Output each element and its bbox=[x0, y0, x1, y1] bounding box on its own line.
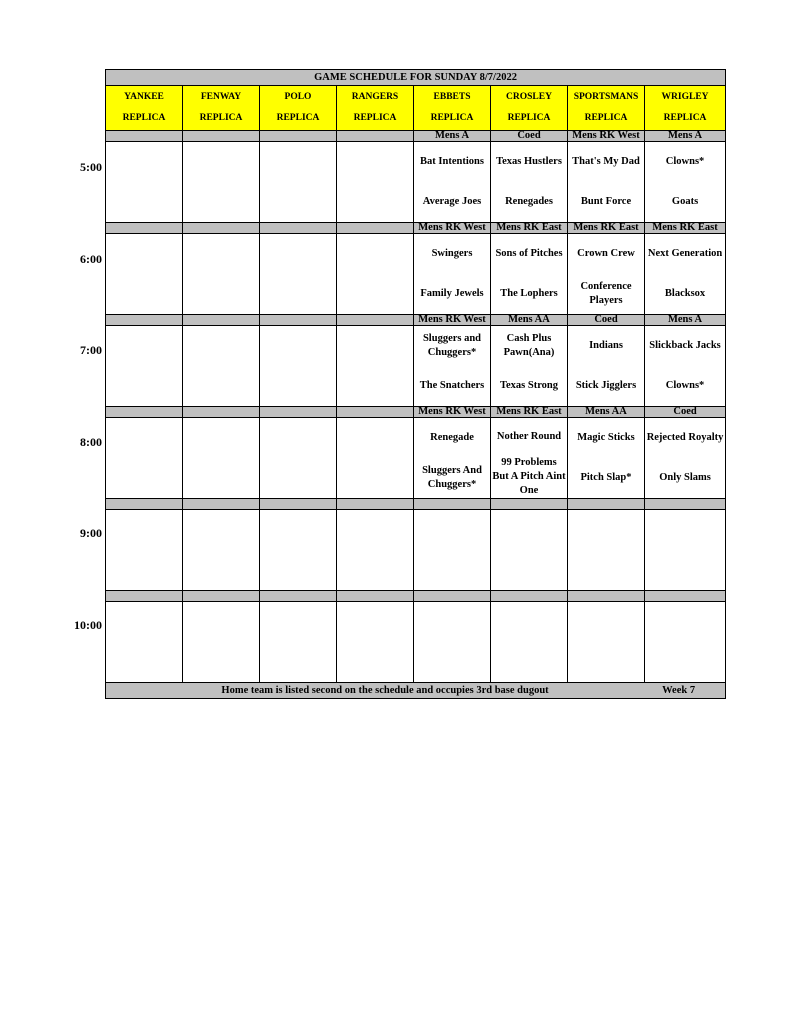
footer-note: Home team is listed second on the schedule and occupies 3rd base dugout bbox=[221, 685, 549, 696]
home-team: Sluggers And Chuggers* bbox=[422, 465, 482, 490]
game-cell bbox=[183, 326, 260, 407]
division-label bbox=[260, 315, 337, 326]
game-cell bbox=[568, 602, 645, 683]
field-header-yankee bbox=[106, 86, 183, 131]
game-cell bbox=[260, 510, 337, 591]
field-name: SPORTSMANS bbox=[573, 92, 639, 102]
matchup bbox=[260, 142, 336, 222]
game-cell bbox=[106, 326, 183, 407]
matchup bbox=[106, 418, 182, 498]
game-cell bbox=[183, 602, 260, 683]
matchup bbox=[260, 510, 336, 590]
division-label bbox=[183, 315, 260, 326]
time-label: 9:00 bbox=[80, 526, 102, 540]
game-cell bbox=[414, 602, 491, 683]
field-header-rangers bbox=[337, 86, 414, 131]
matchup bbox=[491, 142, 567, 222]
division-label bbox=[260, 407, 337, 418]
division-label: Mens RK West bbox=[568, 131, 645, 142]
away-team: Sluggers and Chuggers* bbox=[422, 333, 482, 358]
time-slot-row bbox=[106, 234, 726, 315]
division-label bbox=[568, 591, 645, 602]
division-label: Mens RK West bbox=[414, 315, 491, 326]
matchup bbox=[645, 418, 725, 498]
matchup bbox=[337, 510, 413, 590]
away-team: Nother Round bbox=[496, 431, 562, 442]
time-label: 5:00 bbox=[80, 160, 102, 174]
division-label bbox=[106, 407, 183, 418]
game-cell bbox=[568, 418, 645, 499]
field-subtitle: REPLICA bbox=[507, 113, 551, 123]
matchup bbox=[106, 602, 182, 682]
field-header-sportsmans bbox=[568, 86, 645, 131]
home-team: Pitch Slap* bbox=[580, 472, 632, 483]
matchup bbox=[491, 326, 567, 406]
matchup bbox=[337, 418, 413, 498]
time-label: 6:00 bbox=[80, 251, 102, 266]
division-label: Coed bbox=[568, 315, 645, 326]
game-cell bbox=[183, 418, 260, 499]
game-cell bbox=[337, 418, 414, 499]
away-team: Next Generation bbox=[647, 248, 723, 259]
matchup bbox=[337, 234, 413, 314]
division-row bbox=[106, 315, 726, 326]
game-cell bbox=[491, 326, 568, 407]
matchup bbox=[568, 326, 644, 406]
matchup bbox=[491, 602, 567, 682]
division-label: Mens RK East bbox=[645, 223, 726, 234]
division-label bbox=[260, 591, 337, 602]
matchup bbox=[106, 510, 182, 590]
matchup bbox=[337, 602, 413, 682]
game-cell bbox=[645, 418, 726, 499]
game-cell bbox=[414, 510, 491, 591]
home-team: 99 Problems But A Pitch Aint One bbox=[492, 457, 566, 496]
away-team: Clowns* bbox=[665, 156, 705, 167]
home-team: Texas Strong bbox=[499, 380, 559, 391]
matchup bbox=[491, 510, 567, 590]
game-cell bbox=[260, 602, 337, 683]
division-label bbox=[260, 223, 337, 234]
division-label bbox=[260, 499, 337, 510]
matchup bbox=[260, 234, 336, 314]
field-header-fenway bbox=[183, 86, 260, 131]
time-slot-row bbox=[106, 326, 726, 407]
field-subtitle: REPLICA bbox=[122, 113, 166, 123]
division-label bbox=[491, 591, 568, 602]
division-label bbox=[337, 223, 414, 234]
matchup bbox=[414, 602, 490, 682]
away-team: Texas Hustlers bbox=[496, 156, 562, 167]
division-label bbox=[106, 131, 183, 142]
matchup bbox=[414, 510, 490, 590]
division-label bbox=[183, 499, 260, 510]
matchup bbox=[568, 234, 644, 314]
game-cell bbox=[568, 326, 645, 407]
field-header-row bbox=[106, 86, 726, 131]
game-cell bbox=[568, 510, 645, 591]
division-label: Mens RK East bbox=[568, 223, 645, 234]
division-label bbox=[414, 499, 491, 510]
matchup bbox=[414, 326, 490, 406]
matchup bbox=[183, 602, 259, 682]
game-cell bbox=[337, 142, 414, 223]
home-team: Family Jewels bbox=[420, 288, 484, 299]
field-name: WRIGLEY bbox=[661, 92, 709, 102]
matchup bbox=[260, 326, 336, 406]
division-label bbox=[645, 591, 726, 602]
field-name: FENWAY bbox=[200, 92, 242, 102]
footer-cell bbox=[106, 683, 726, 699]
division-label bbox=[183, 591, 260, 602]
page-title: GAME SCHEDULE FOR SUNDAY 8/7/2022 bbox=[106, 70, 726, 86]
home-team: Goats bbox=[671, 196, 699, 207]
matchup bbox=[183, 510, 259, 590]
game-cell bbox=[414, 142, 491, 223]
matchup bbox=[106, 326, 182, 406]
field-header-ebbets bbox=[414, 86, 491, 131]
division-row bbox=[106, 591, 726, 602]
field-name: YANKEE bbox=[124, 92, 164, 102]
game-cell bbox=[568, 234, 645, 315]
field-subtitle: REPLICA bbox=[430, 113, 474, 123]
division-label: Mens RK West bbox=[414, 407, 491, 418]
game-cell bbox=[337, 602, 414, 683]
field-subtitle: REPLICA bbox=[584, 113, 628, 123]
game-cell bbox=[414, 418, 491, 499]
game-cell bbox=[645, 234, 726, 315]
division-label bbox=[337, 499, 414, 510]
home-team: Clowns* bbox=[665, 380, 705, 391]
division-row bbox=[106, 407, 726, 418]
game-cell bbox=[414, 234, 491, 315]
game-cell bbox=[645, 142, 726, 223]
division-row bbox=[106, 499, 726, 510]
division-label bbox=[337, 315, 414, 326]
matchup bbox=[645, 326, 725, 406]
matchup bbox=[414, 234, 490, 314]
division-label bbox=[106, 499, 183, 510]
division-label bbox=[106, 223, 183, 234]
division-label bbox=[645, 499, 726, 510]
game-cell bbox=[183, 142, 260, 223]
home-team: The Lophers bbox=[500, 288, 558, 299]
home-team: Stick Jigglers bbox=[575, 380, 637, 391]
away-team: Sons of Pitches bbox=[495, 248, 563, 259]
division-row bbox=[106, 131, 726, 142]
away-team: Renegade bbox=[430, 432, 474, 443]
away-team: Swingers bbox=[431, 248, 473, 259]
game-cell bbox=[491, 510, 568, 591]
division-label bbox=[183, 407, 260, 418]
game-cell bbox=[414, 326, 491, 407]
matchup bbox=[183, 142, 259, 222]
division-label bbox=[337, 131, 414, 142]
time-label: 10:00 bbox=[74, 617, 102, 632]
division-label bbox=[106, 315, 183, 326]
home-team: The Snatchers bbox=[419, 380, 485, 391]
division-label: Mens RK East bbox=[491, 407, 568, 418]
division-label: Coed bbox=[491, 131, 568, 142]
field-subtitle: REPLICA bbox=[353, 113, 397, 123]
division-label bbox=[183, 131, 260, 142]
matchup bbox=[568, 142, 644, 222]
away-team: Bat Intentions bbox=[420, 156, 484, 167]
time-slot-row bbox=[106, 418, 726, 499]
home-team: Conference Players bbox=[580, 281, 632, 306]
field-name: POLO bbox=[284, 92, 312, 102]
game-cell bbox=[183, 510, 260, 591]
footer-row bbox=[106, 683, 726, 699]
division-label: Mens A bbox=[645, 131, 726, 142]
division-label bbox=[337, 591, 414, 602]
division-label bbox=[414, 591, 491, 602]
matchup bbox=[260, 418, 336, 498]
game-cell bbox=[183, 234, 260, 315]
matchup bbox=[568, 602, 644, 682]
division-label bbox=[491, 499, 568, 510]
field-name: EBBETS bbox=[433, 92, 471, 102]
field-header-wrigley bbox=[645, 86, 726, 131]
matchup bbox=[568, 510, 644, 590]
game-cell bbox=[491, 142, 568, 223]
field-subtitle: REPLICA bbox=[663, 113, 707, 123]
game-cell bbox=[645, 326, 726, 407]
game-cell bbox=[106, 418, 183, 499]
division-label: Mens AA bbox=[568, 407, 645, 418]
away-team: Indians bbox=[589, 340, 623, 351]
schedule-table bbox=[105, 69, 726, 699]
game-cell bbox=[645, 602, 726, 683]
away-team: Cash Plus Pawn(Ana) bbox=[503, 333, 555, 358]
division-label bbox=[260, 131, 337, 142]
away-team: That's My Dad bbox=[572, 156, 640, 167]
field-name: RANGERS bbox=[351, 92, 399, 102]
game-cell bbox=[337, 326, 414, 407]
game-cell bbox=[491, 234, 568, 315]
matchup bbox=[645, 142, 725, 222]
home-team: Only Slams bbox=[659, 472, 711, 483]
away-team: Rejected Royalty bbox=[646, 432, 724, 443]
game-cell bbox=[337, 510, 414, 591]
field-header-polo bbox=[260, 86, 337, 131]
matchup bbox=[414, 418, 490, 498]
field-subtitle: REPLICA bbox=[276, 113, 320, 123]
game-cell bbox=[106, 142, 183, 223]
time-slot-row bbox=[106, 142, 726, 223]
matchup bbox=[414, 142, 490, 222]
game-cell bbox=[337, 234, 414, 315]
matchup bbox=[183, 234, 259, 314]
field-header-crosley bbox=[491, 86, 568, 131]
time-slot-row bbox=[106, 510, 726, 591]
home-team: Renegades bbox=[505, 196, 553, 207]
division-label bbox=[337, 407, 414, 418]
division-label bbox=[106, 591, 183, 602]
division-label bbox=[568, 499, 645, 510]
away-team: Crown Crew bbox=[577, 248, 635, 259]
division-label: Coed bbox=[645, 407, 726, 418]
away-team: Magic Sticks bbox=[577, 432, 635, 443]
game-cell bbox=[106, 234, 183, 315]
time-slot-row bbox=[106, 602, 726, 683]
game-cell bbox=[491, 418, 568, 499]
game-cell bbox=[645, 510, 726, 591]
time-label: 8:00 bbox=[80, 434, 102, 449]
away-team: Slickback Jacks bbox=[649, 340, 721, 351]
time-label: 7:00 bbox=[80, 343, 102, 357]
matchup bbox=[491, 418, 567, 498]
division-label: Mens RK East bbox=[491, 223, 568, 234]
matchup bbox=[260, 602, 336, 682]
matchup bbox=[106, 234, 182, 314]
game-cell bbox=[260, 142, 337, 223]
game-cell bbox=[260, 326, 337, 407]
matchup bbox=[491, 234, 567, 314]
game-cell bbox=[568, 142, 645, 223]
matchup bbox=[183, 418, 259, 498]
matchup bbox=[106, 142, 182, 222]
matchup bbox=[568, 418, 644, 498]
game-cell bbox=[106, 602, 183, 683]
home-team: Blacksox bbox=[664, 288, 706, 299]
matchup bbox=[337, 142, 413, 222]
game-cell bbox=[106, 510, 183, 591]
field-name: CROSLEY bbox=[506, 92, 552, 102]
division-label bbox=[183, 223, 260, 234]
matchup bbox=[337, 326, 413, 406]
matchup bbox=[183, 326, 259, 406]
matchup bbox=[645, 510, 725, 590]
division-label: Mens A bbox=[414, 131, 491, 142]
week-label: Week 7 bbox=[662, 685, 696, 696]
division-label: Mens AA bbox=[491, 315, 568, 326]
game-cell bbox=[491, 602, 568, 683]
title-row bbox=[106, 70, 726, 86]
division-label: Mens A bbox=[645, 315, 726, 326]
matchup bbox=[645, 234, 725, 314]
home-team: Bunt Force bbox=[580, 196, 632, 207]
game-cell bbox=[260, 234, 337, 315]
field-subtitle: REPLICA bbox=[199, 113, 243, 123]
division-label: Mens RK West bbox=[414, 223, 491, 234]
home-team: Average Joes bbox=[422, 196, 482, 207]
division-row bbox=[106, 223, 726, 234]
matchup bbox=[645, 602, 725, 682]
game-cell bbox=[260, 418, 337, 499]
